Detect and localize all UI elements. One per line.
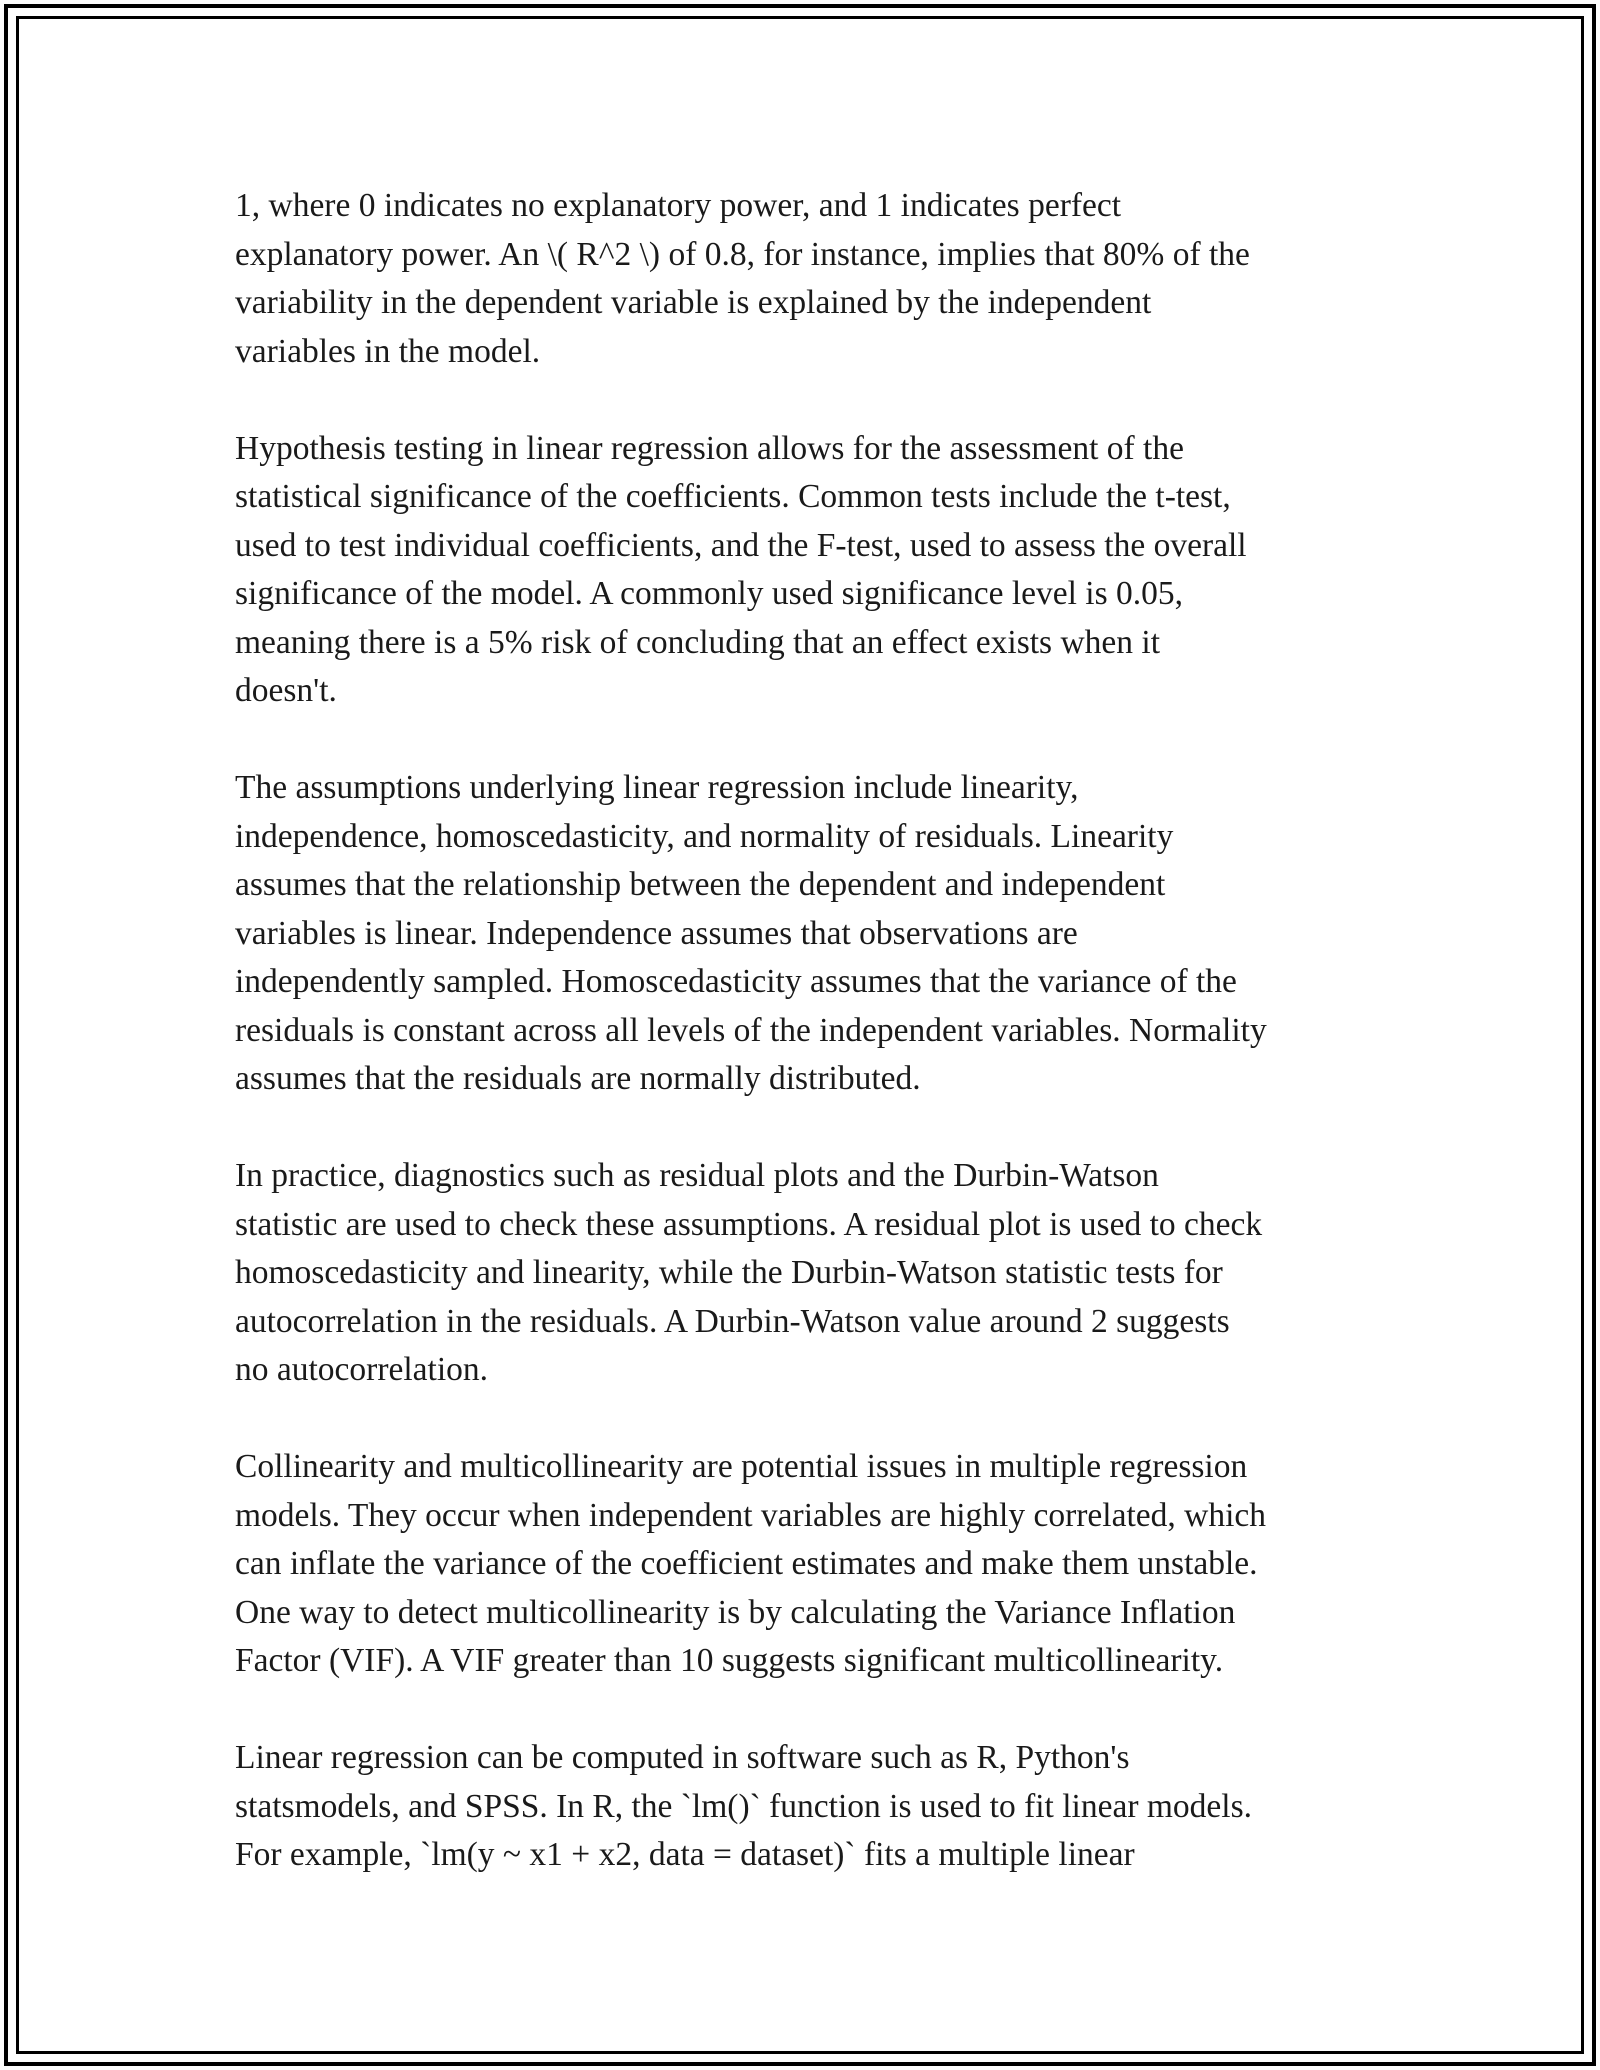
text-line: assumes that the relationship between the dependent and independent <box>235 866 1166 903</box>
paragraph-diagnostics <box>235 1152 1370 1395</box>
text-line: variables is linear. Independence assumes that observations are <box>235 914 1078 952</box>
text-line: independently sampled. Homoscedasticity assumes that the variance of the <box>235 963 1237 1000</box>
paragraph-hypothesis-testing <box>235 425 1370 716</box>
text-line: meaning there is a 5% risk of concluding that an effect exists when it <box>235 623 1161 661</box>
text-line: variables in the model. <box>235 332 541 370</box>
text-line: statsmodels, and SPSS. In R, the `lm()` function is used to fit linear models. <box>235 1787 1253 1825</box>
paragraph-assumptions <box>235 764 1370 1104</box>
text-line: residuals is constant across all levels of the independent variables. Normality <box>235 1011 1267 1049</box>
document-body <box>235 182 1370 1928</box>
paragraph-multicollinearity <box>235 1443 1370 1686</box>
text-line: assumes that the residuals are normally distributed. <box>235 1060 921 1097</box>
text-line: no autocorrelation. <box>235 1351 489 1388</box>
text-line: statistical significance of the coefficients. Common tests include the t-test, <box>235 478 1231 515</box>
text-line: Linear regression can be computed in software such as R, Python's <box>235 1739 1130 1776</box>
text-line: homoscedasticity and linearity, while the Durbin-Watson statistic tests for <box>235 1254 1223 1291</box>
text-line: In practice, diagnostics such as residual plots and the Durbin-Watson <box>235 1157 1159 1194</box>
text-line: models. They occur when independent variables are highly correlated, which <box>235 1496 1266 1534</box>
text-line: One way to detect multicollinearity is by calculating the Variance Inflation <box>235 1593 1236 1631</box>
text-line: statistic are used to check these assumptions. A residual plot is used to check <box>235 1205 1263 1243</box>
text-line: significance of the model. A commonly used significance level is 0.05, <box>235 575 1184 612</box>
paragraph-software <box>235 1734 1370 1880</box>
text-line: autocorrelation in the residuals. A Durbin-Watson value around 2 suggests <box>235 1302 1230 1340</box>
text-line: Factor (VIF). A VIF greater than 10 suggests significant multicollinearity. <box>235 1642 1224 1679</box>
text-line: The assumptions underlying linear regression include linearity, <box>235 769 1079 806</box>
text-line: 1, where 0 indicates no explanatory power, and 1 indicates perfect <box>235 187 1122 224</box>
text-line: For example, `lm(y ~ x1 + x2, data = dataset)` fits a multiple linear <box>235 1836 1135 1873</box>
text-line: can inflate the variance of the coefficient estimates and make them unstable. <box>235 1545 1258 1582</box>
text-line: explanatory power. An \( R^2 \) of 0.8, for instance, implies that 80% of the <box>235 235 1250 273</box>
text-line: independence, homoscedasticity, and normality of residuals. Linearity <box>235 817 1174 855</box>
text-line: doesn't. <box>235 672 337 709</box>
text-line: Hypothesis testing in linear regression allows for the assessment of the <box>235 429 1184 467</box>
text-line: variability in the dependent variable is explained by the independent <box>235 284 1152 321</box>
text-line: Collinearity and multicollinearity are potential issues in multiple regression <box>235 1448 1248 1485</box>
paragraph-r-squared <box>235 182 1370 376</box>
text-line: used to test individual coefficients, and the F-test, used to assess the overall <box>235 526 1247 564</box>
